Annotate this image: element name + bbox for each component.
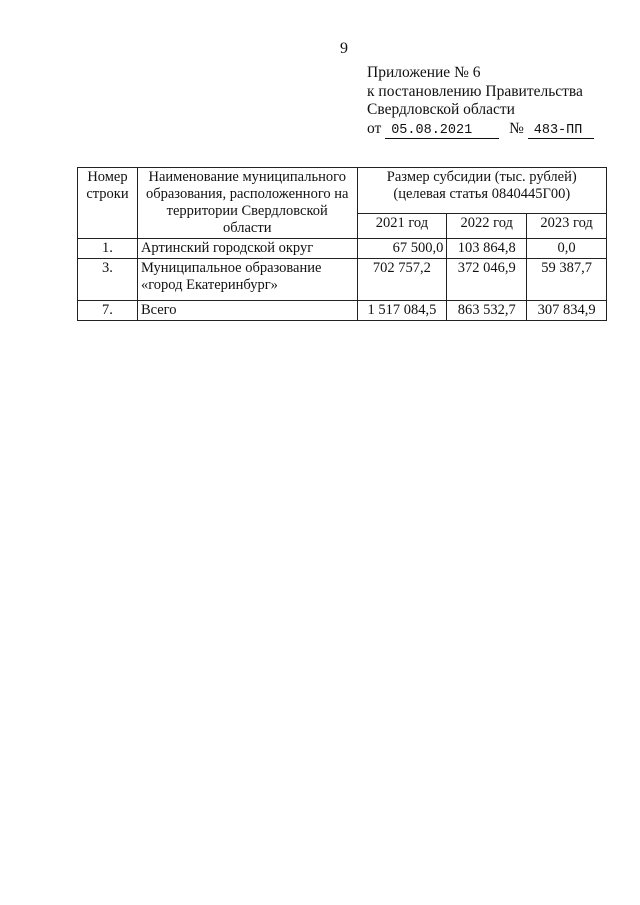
number-label: № bbox=[509, 119, 524, 137]
subsidy-2021: 1 517 084,5 bbox=[357, 301, 447, 321]
table-header-row bbox=[78, 168, 607, 214]
table-row-total bbox=[78, 301, 607, 321]
row-number: 7. bbox=[78, 301, 138, 321]
appendix-title: Приложение № 6 bbox=[367, 64, 481, 81]
subsidy-2023: 59 387,7 bbox=[527, 259, 607, 301]
page-number: 9 bbox=[340, 40, 348, 57]
municipality-name: Артинский городской округ bbox=[137, 239, 357, 259]
appendix-header bbox=[367, 64, 594, 139]
municipality-name: Всего bbox=[137, 301, 357, 321]
resolution-date: 05.08.2021 bbox=[385, 124, 499, 139]
from-label: от bbox=[367, 119, 382, 137]
subsidy-2022: 103 864,8 bbox=[447, 239, 527, 259]
appendix-resolution-ref: к постановлению Правительства bbox=[367, 82, 583, 100]
subsidy-2021: 702 757,2 bbox=[357, 259, 447, 301]
row-number: 3. bbox=[78, 259, 138, 301]
subsidy-2023: 0,0 bbox=[527, 239, 607, 259]
header-year-2022: 2022 год bbox=[447, 214, 527, 239]
subsidy-2022: 372 046,9 bbox=[447, 259, 527, 301]
municipality-name: Муниципальное образование «город Екатеринбург» bbox=[137, 259, 357, 301]
header-year-2023: 2023 год bbox=[527, 214, 607, 239]
table-row bbox=[78, 259, 607, 301]
table-row bbox=[78, 239, 607, 259]
subsidy-2023: 307 834,9 bbox=[527, 301, 607, 321]
appendix-date-number-line bbox=[367, 120, 594, 139]
header-municipality: Наименование муниципального образования, расположенного на территории Свердловской области bbox=[137, 168, 357, 239]
header-subsidy: Размер субсидии (тыс. рублей) (целевая статья 0840445Г00) bbox=[357, 168, 606, 214]
header-row-number: Номер строки bbox=[78, 168, 138, 239]
subsidy-2022: 863 532,7 bbox=[447, 301, 527, 321]
subsidy-table bbox=[77, 167, 607, 321]
appendix-region: Свердловской области bbox=[367, 101, 515, 118]
resolution-number: 483-ПП bbox=[528, 124, 594, 139]
row-number: 1. bbox=[78, 239, 138, 259]
subsidy-2021: 67 500,0 bbox=[357, 239, 447, 259]
header-year-2021: 2021 год bbox=[357, 214, 447, 239]
